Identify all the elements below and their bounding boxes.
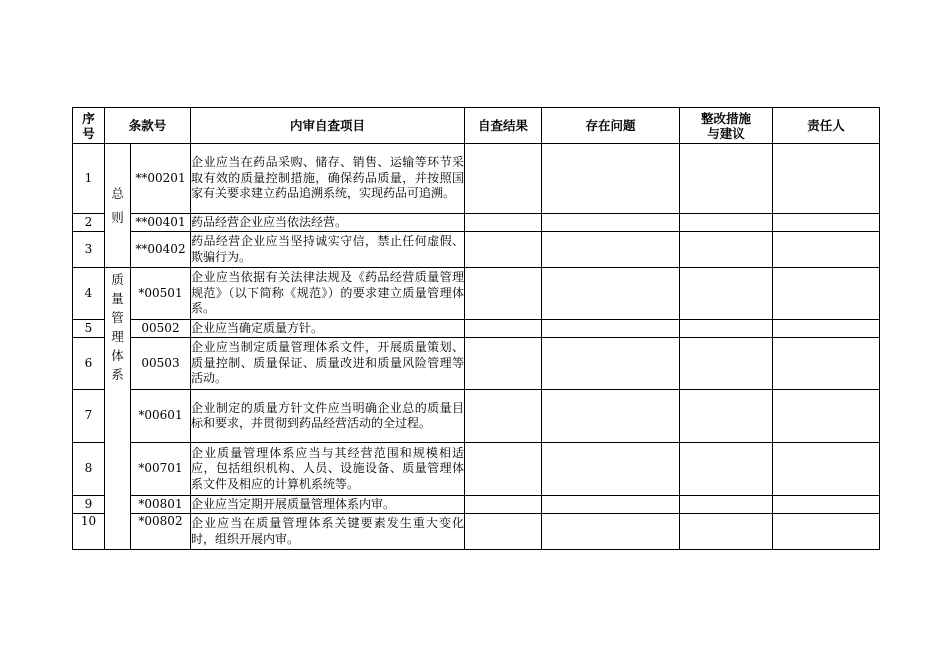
table-row <box>73 514 880 550</box>
rectification-cell[interactable] <box>680 268 773 320</box>
rectification-cell[interactable] <box>680 214 773 232</box>
rectification-cell[interactable] <box>680 320 773 338</box>
result-cell[interactable] <box>465 320 542 338</box>
row-item: 企业应当定期开展质量管理体系内审。 <box>191 496 465 514</box>
row-seq: 8 <box>73 443 105 496</box>
row-clause: 00502 <box>131 320 191 338</box>
issues-cell[interactable] <box>542 390 680 443</box>
table-row <box>73 214 880 232</box>
issues-cell[interactable] <box>542 338 680 390</box>
rectification-cell[interactable] <box>680 514 773 550</box>
row-item: 企业应当确定质量方针。 <box>191 320 465 338</box>
issues-cell[interactable] <box>542 514 680 550</box>
header-rectification: 整改措施 与建议 <box>680 108 773 144</box>
category-general: 总则 <box>105 144 131 268</box>
row-seq: 4 <box>73 268 105 320</box>
issues-cell[interactable] <box>542 496 680 514</box>
issues-cell[interactable] <box>542 320 680 338</box>
issues-cell[interactable] <box>542 214 680 232</box>
owner-cell[interactable] <box>773 232 880 268</box>
row-clause: *00701 <box>131 443 191 496</box>
owner-cell[interactable] <box>773 443 880 496</box>
issues-cell[interactable] <box>542 232 680 268</box>
row-seq: 5 <box>73 320 105 338</box>
row-clause: **00201 <box>131 144 191 214</box>
row-clause: **00402 <box>131 232 191 268</box>
result-cell[interactable] <box>465 268 542 320</box>
rectification-cell[interactable] <box>680 232 773 268</box>
result-cell[interactable] <box>465 390 542 443</box>
row-item: 企业质量管理体系应当与其经营范围和规模相适应，包括组织机构、人员、设施设备、质量管理体系文件及相应的计算机系统等。 <box>191 443 465 496</box>
table-row <box>73 496 880 514</box>
result-cell[interactable] <box>465 496 542 514</box>
header-audit-item: 内审自查项目 <box>191 108 465 144</box>
issues-cell[interactable] <box>542 144 680 214</box>
row-seq: 9 <box>73 496 105 514</box>
owner-cell[interactable] <box>773 514 880 550</box>
row-item: 药品经营企业应当依法经营。 <box>191 214 465 232</box>
rectification-cell[interactable] <box>680 496 773 514</box>
result-cell[interactable] <box>465 443 542 496</box>
result-cell[interactable] <box>465 214 542 232</box>
row-clause: *00601 <box>131 390 191 443</box>
owner-cell[interactable] <box>773 144 880 214</box>
row-item: 企业应当在质量管理体系关键要素发生重大变化时，组织开展内审。 <box>191 514 465 550</box>
row-seq: 7 <box>73 390 105 443</box>
row-item: 企业制定的质量方针文件应当明确企业总的质量目标和要求，并贯彻到药品经营活动的全过程。 <box>191 390 465 443</box>
owner-cell[interactable] <box>773 338 880 390</box>
row-clause: **00401 <box>131 214 191 232</box>
result-cell[interactable] <box>465 144 542 214</box>
table-row <box>73 320 880 338</box>
owner-cell[interactable] <box>773 268 880 320</box>
owner-cell[interactable] <box>773 214 880 232</box>
owner-cell[interactable] <box>773 390 880 443</box>
header-self-check-result: 自查结果 <box>465 108 542 144</box>
result-cell[interactable] <box>465 514 542 550</box>
header-row <box>73 108 880 144</box>
header-existing-issues: 存在问题 <box>542 108 680 144</box>
header-clause-number: 条款号 <box>105 108 191 144</box>
row-seq: 3 <box>73 232 105 268</box>
row-item: 企业应当依据有关法律法规及《药品经营质量管理规范》（以下简称《规范》）的要求建立质量管理体系。 <box>191 268 465 320</box>
result-cell[interactable] <box>465 338 542 390</box>
owner-cell[interactable] <box>773 496 880 514</box>
table-row <box>73 144 880 214</box>
owner-cell[interactable] <box>773 320 880 338</box>
rectification-cell[interactable] <box>680 144 773 214</box>
row-seq: 6 <box>73 338 105 390</box>
header-seq: 序号 <box>73 108 105 144</box>
row-seq: 1 <box>73 144 105 214</box>
rectification-cell[interactable] <box>680 443 773 496</box>
row-item: 药品经营企业应当坚持诚实守信，禁止任何虚假、欺骗行为。 <box>191 232 465 268</box>
row-item: 企业应当在药品采购、储存、销售、运输等环节采取有效的质量控制措施，确保药品质量，并按照国家有关要求建立药品追溯系统，实现药品可追溯。 <box>191 144 465 214</box>
result-cell[interactable] <box>465 232 542 268</box>
row-clause: 00503 <box>131 338 191 390</box>
table-row <box>73 390 880 443</box>
row-clause: *00802 <box>131 514 191 550</box>
row-seq: 10 <box>73 514 105 550</box>
row-clause: *00501 <box>131 268 191 320</box>
internal-audit-table <box>72 107 880 550</box>
row-seq: 2 <box>73 214 105 232</box>
row-clause: *00801 <box>131 496 191 514</box>
header-responsible-person: 责任人 <box>773 108 880 144</box>
table-row <box>73 232 880 268</box>
table-row <box>73 268 880 320</box>
issues-cell[interactable] <box>542 268 680 320</box>
rectification-cell[interactable] <box>680 338 773 390</box>
category-quality-management-system: 质量管理体系 <box>105 268 131 550</box>
rectification-cell[interactable] <box>680 390 773 443</box>
issues-cell[interactable] <box>542 443 680 496</box>
table-row <box>73 443 880 496</box>
table-row <box>73 338 880 390</box>
row-item: 企业应当制定质量管理体系文件，开展质量策划、质量控制、质量保证、质量改进和质量风险管理等活动。 <box>191 338 465 390</box>
